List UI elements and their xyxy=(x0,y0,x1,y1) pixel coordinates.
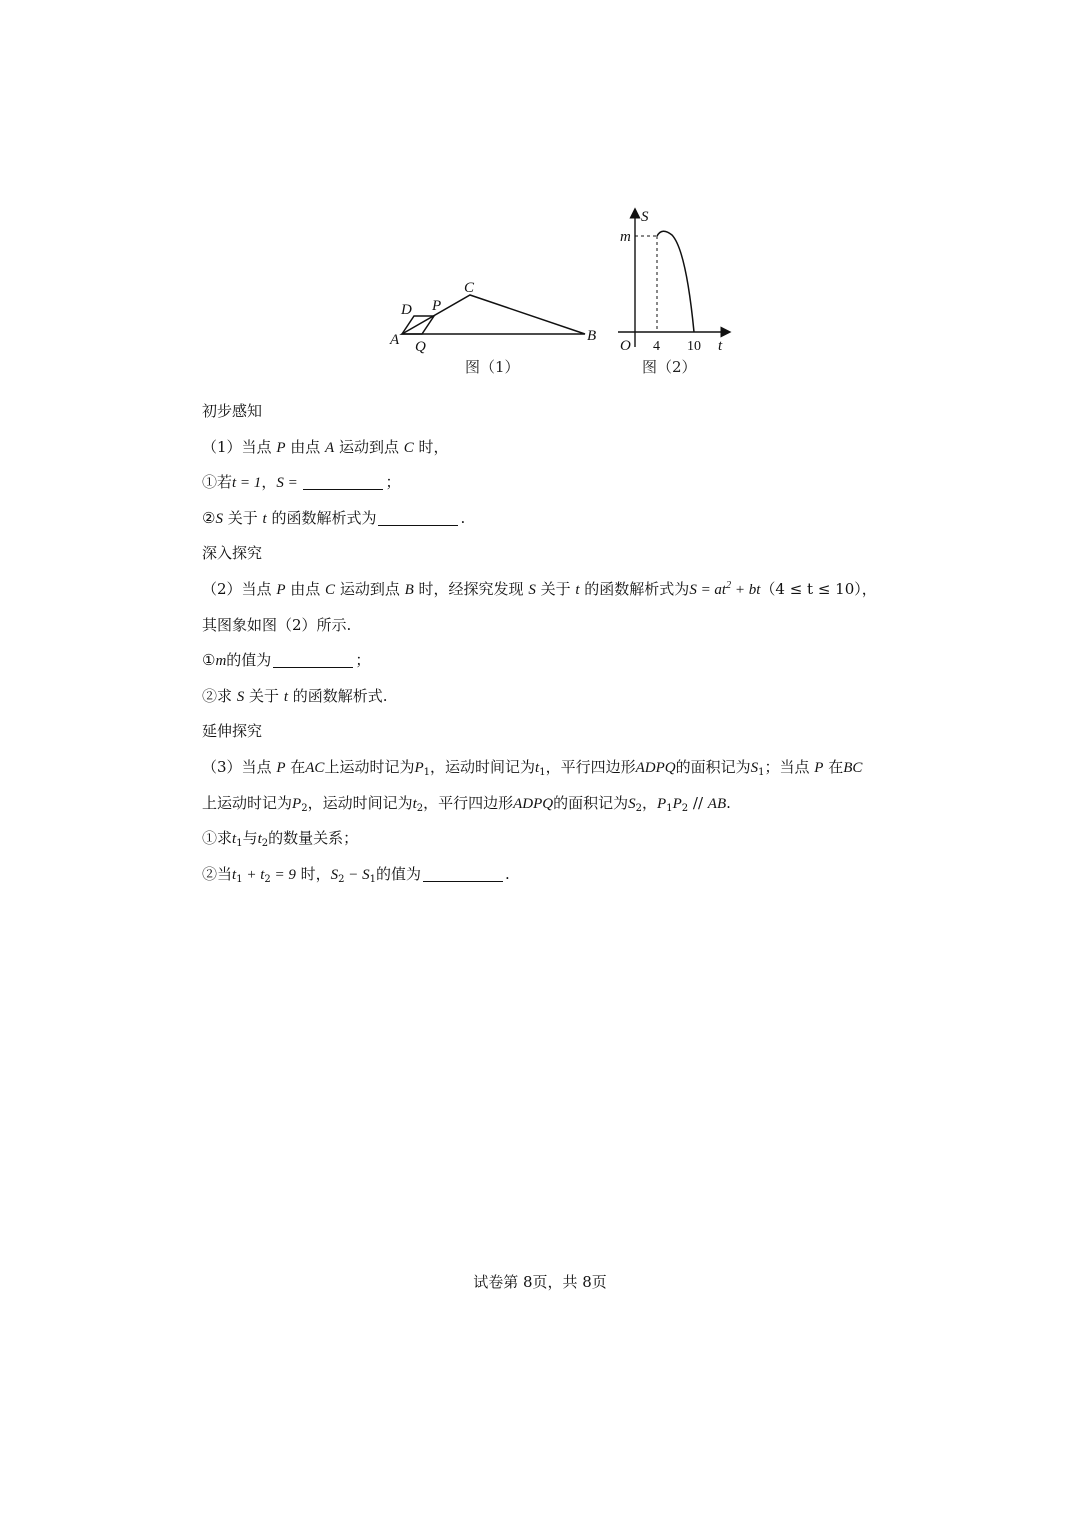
formula: S = at xyxy=(689,581,727,598)
text: ① xyxy=(202,651,216,670)
text: ①求 xyxy=(202,829,233,848)
var: S xyxy=(750,759,759,776)
text: 的函数解析式为 xyxy=(266,508,377,527)
var: S xyxy=(236,688,245,705)
answer-blank[interactable] xyxy=(273,649,353,668)
triangle-abc xyxy=(402,295,585,334)
text: ；当点 xyxy=(764,757,815,776)
subscript: 1 xyxy=(369,873,377,885)
text: 由点 xyxy=(285,437,326,456)
var: t xyxy=(232,831,237,848)
var: ADPQ xyxy=(635,759,676,776)
var: P xyxy=(276,439,286,456)
page-footer: 试卷第 8页，共 8页 xyxy=(473,1273,607,1291)
q1-part2 xyxy=(202,501,922,537)
text: 在 xyxy=(823,757,844,776)
range: （4 ≤ t ≤ 10）， xyxy=(760,579,877,598)
var: t xyxy=(257,831,262,848)
text: . xyxy=(460,508,466,527)
var: P xyxy=(276,581,286,598)
q2-part2 xyxy=(202,679,922,715)
label-B: B xyxy=(587,328,597,344)
s-curve xyxy=(657,231,694,332)
text: 的面积记为 xyxy=(553,793,629,812)
var: S xyxy=(528,581,536,598)
text: 时，经探究发现 xyxy=(413,579,529,598)
text: 由点 xyxy=(285,579,326,598)
text: 在 xyxy=(285,757,306,776)
axis-label-S: S xyxy=(641,209,649,225)
text: 的数量关系； xyxy=(268,829,359,848)
text: ①若 xyxy=(202,473,233,492)
q3-part2 xyxy=(202,857,922,893)
operator: − xyxy=(344,866,363,883)
subscript: 2 xyxy=(264,873,271,885)
axis-label-t: t xyxy=(718,338,723,354)
q1-intro xyxy=(202,430,922,466)
text: 上运动时记为 xyxy=(324,757,415,776)
subscript: 1 xyxy=(236,873,243,885)
origin-label: O xyxy=(620,338,631,354)
operator: + xyxy=(242,866,261,883)
var: t xyxy=(575,581,580,598)
section-title-3: 延伸探究 xyxy=(202,722,263,741)
text: （1）当点 xyxy=(202,437,277,456)
math: t = 1 xyxy=(232,475,262,492)
math: S = xyxy=(276,475,302,492)
text: 的面积记为 xyxy=(675,757,751,776)
var: t xyxy=(283,688,288,705)
var: P xyxy=(276,759,286,776)
var: t xyxy=(412,795,417,812)
text: 时， xyxy=(413,437,449,456)
var: S xyxy=(215,510,223,527)
figure-1-caption: 图（1） xyxy=(465,358,520,376)
text: ②当 xyxy=(202,864,233,883)
text: ； xyxy=(385,473,401,492)
var: t xyxy=(260,866,265,883)
var: AB xyxy=(707,795,727,812)
var: t xyxy=(535,759,540,776)
var: P xyxy=(657,795,667,812)
answer-blank[interactable] xyxy=(303,471,383,490)
text: ②求 xyxy=(202,686,237,705)
q1-part1 xyxy=(202,465,922,501)
var: t xyxy=(262,510,267,527)
q3-line-2 xyxy=(202,786,922,822)
var: BC xyxy=(843,759,863,776)
subscript: 1 xyxy=(423,766,430,778)
label-A: A xyxy=(390,332,400,348)
text: 关于 xyxy=(244,686,284,705)
text: 运动到点 xyxy=(335,579,405,598)
subscript: 2 xyxy=(261,838,269,850)
text: 的值为 xyxy=(376,864,422,883)
text: 的值为 xyxy=(226,651,272,670)
figure-2 xyxy=(610,205,740,355)
text: ，平行四边形 xyxy=(545,757,636,776)
text: 与 xyxy=(242,829,258,848)
subscript: 2 xyxy=(681,802,689,814)
var: A xyxy=(325,439,335,456)
triangle-diagram xyxy=(380,270,610,360)
text: . xyxy=(505,864,510,883)
section-title-2: 深入探究 xyxy=(202,544,263,563)
text: ② xyxy=(202,508,216,527)
text: 的函数解析式为 xyxy=(579,579,690,598)
question-content xyxy=(202,394,922,892)
math: = 9 xyxy=(270,866,296,883)
var: S xyxy=(330,866,339,883)
axis-label-m: m xyxy=(620,229,631,245)
formula: + bt xyxy=(731,581,761,598)
parallel-symbol: // xyxy=(688,793,708,812)
q2-intro-2: 其图象如图（2）所示. xyxy=(202,615,352,634)
text: （3）当点 xyxy=(202,757,277,776)
var: m xyxy=(215,653,227,670)
text: ； xyxy=(355,651,371,670)
subscript: 2 xyxy=(338,873,345,885)
subscript: 1 xyxy=(666,802,673,814)
label-P: P xyxy=(432,298,442,314)
var: P xyxy=(672,795,682,812)
q3-part1 xyxy=(202,821,922,857)
subscript: 2 xyxy=(301,802,308,814)
var: P xyxy=(292,795,302,812)
text: 关于 xyxy=(222,508,263,527)
subscript: 1 xyxy=(539,766,546,778)
tick-4: 4 xyxy=(653,339,660,354)
text: ，运动时间记为 xyxy=(430,757,536,776)
var: C xyxy=(325,581,336,598)
text: ，运动时间记为 xyxy=(307,793,413,812)
text: . xyxy=(726,793,731,812)
subscript: 1 xyxy=(236,838,243,850)
figure-2-caption: 图（2） xyxy=(642,358,697,376)
label-Q: Q xyxy=(415,339,426,355)
var: B xyxy=(404,581,414,598)
var: AC xyxy=(305,759,325,776)
section-title-1: 初步感知 xyxy=(202,402,263,420)
answer-blank[interactable] xyxy=(378,507,458,526)
graph-s-t xyxy=(610,205,740,355)
text: 运动到点 xyxy=(334,437,404,456)
text: 时， xyxy=(295,864,331,883)
text: （2）当点 xyxy=(202,579,277,598)
subscript: 2 xyxy=(416,802,424,814)
subscript: 1 xyxy=(758,766,765,778)
text: 关于 xyxy=(535,579,576,598)
text: ， xyxy=(642,793,658,812)
text: ，平行四边形 xyxy=(423,793,514,812)
tick-10: 10 xyxy=(687,339,701,354)
exponent: 2 xyxy=(726,579,732,591)
label-D: D xyxy=(401,302,412,318)
text: 的函数解析式. xyxy=(288,686,388,705)
var: t xyxy=(232,866,237,883)
answer-blank[interactable] xyxy=(423,863,503,882)
var: P xyxy=(814,759,824,776)
var: P xyxy=(414,759,424,776)
var: S xyxy=(628,795,636,812)
text: 上运动时记为 xyxy=(202,793,293,812)
var: S xyxy=(362,866,370,883)
label-C: C xyxy=(464,280,475,296)
figure-1 xyxy=(380,270,610,360)
text: ， xyxy=(261,473,277,492)
q3-line-1 xyxy=(202,750,922,786)
q2-part1 xyxy=(202,643,922,679)
q2-intro xyxy=(202,572,922,608)
var: ADPQ xyxy=(513,795,554,812)
subscript: 2 xyxy=(635,802,643,814)
var: C xyxy=(403,439,414,456)
